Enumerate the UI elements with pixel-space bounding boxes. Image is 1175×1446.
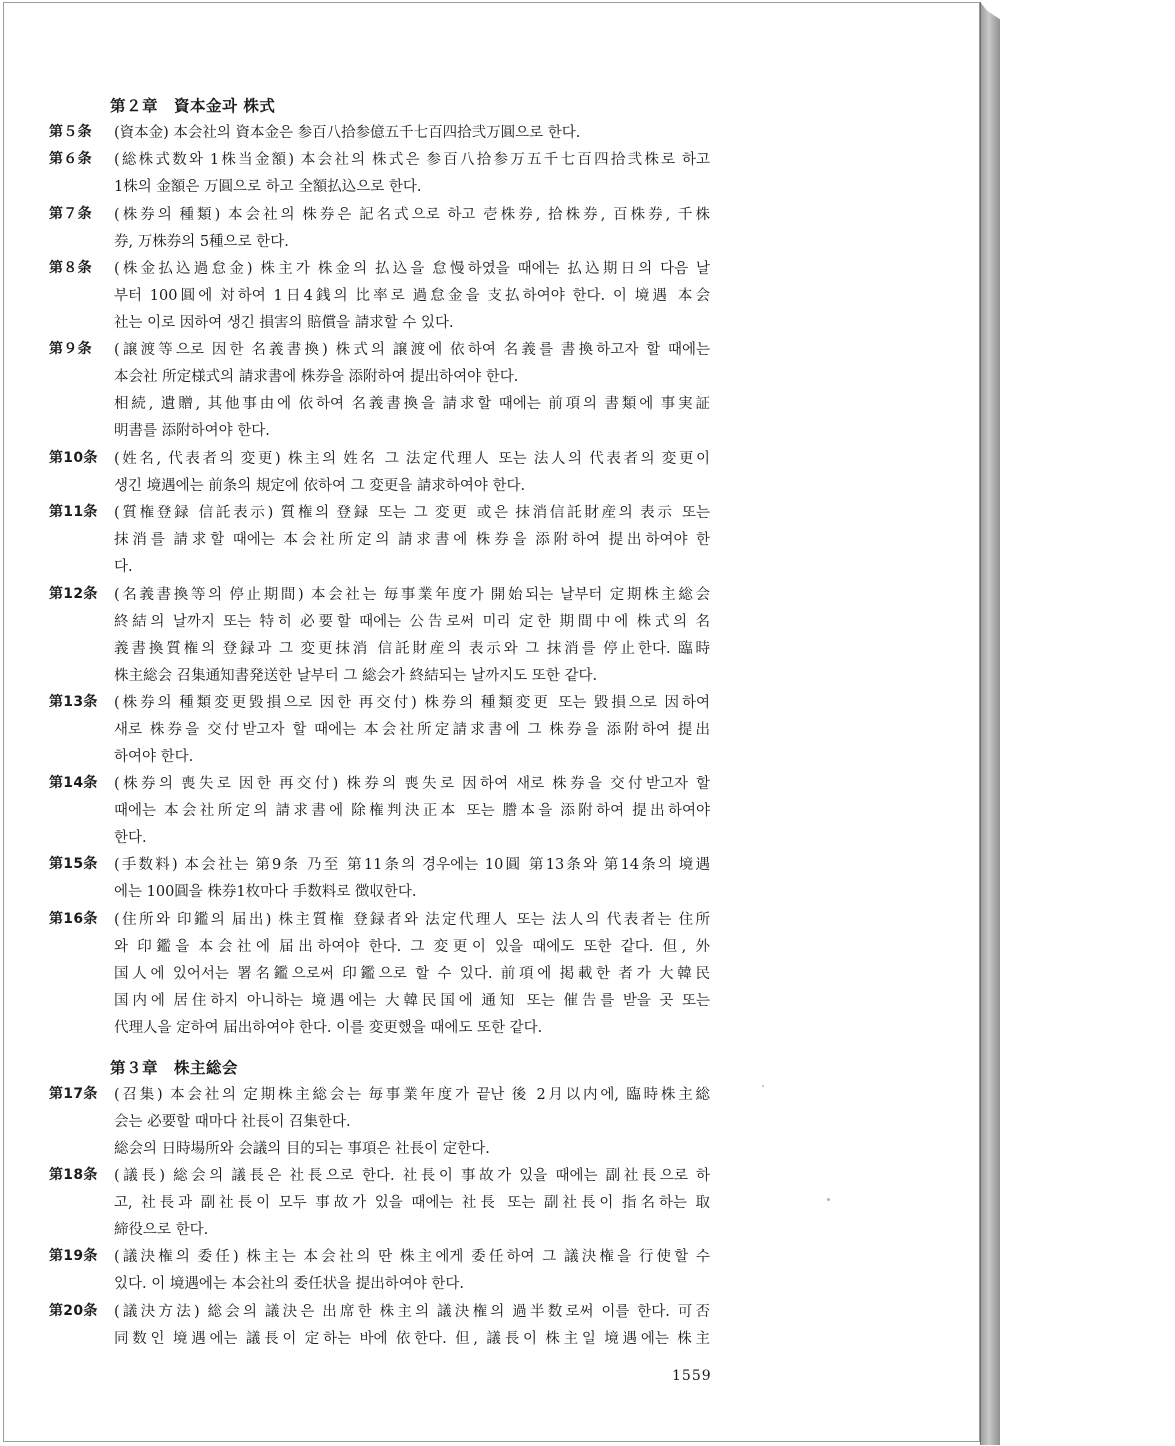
scan-speck (827, 1198, 830, 1201)
article-number: 第８条 (49, 260, 92, 276)
article-line: (株券의 喪失로 因한 再交付) 株券의 喪失로 因하여 새로 株券을 交付받고자 할 (114, 776, 710, 792)
page-content (4, 3, 981, 1443)
article-number: 第10条 (49, 450, 98, 466)
article-line: 締役으로 한다. (114, 1222, 209, 1238)
article-line: (手数料) 本会社는 第9条 乃至 第11条의 경우에는 10圓 第13条와 第14条의 境遇 (114, 857, 710, 873)
article-number: 第13条 (49, 694, 98, 710)
article-line: 때에는 本会社所定의 請求書에 除権判決正本 또는 謄本을 添附하여 提出하여야 (114, 803, 710, 819)
article-number: 第７条 (49, 206, 92, 222)
article-line: 会는 必要할 때마다 社長이 召集한다. (114, 1114, 351, 1130)
article-line: (資本金) 本会社의 資本金은 参百八拾参億五千七百四拾弐万圓으로 한다. (114, 125, 581, 141)
article-number: 第18条 (49, 1167, 98, 1183)
article-line: 고, 社長과 副社長이 모두 事故가 있을 때에는 社長 또는 副社長이 指名하는 取 (114, 1195, 710, 1211)
article-line: 国内에 居住하지 아니하는 境遇에는 大韓民国에 通知 또는 催告를 받을 곳 또는 (114, 993, 710, 1009)
chapter-heading: 第２章 資本金과 株式 (110, 96, 276, 115)
article-line: 抹消를 請求할 때에는 本会社所定의 請求書에 株券을 添附하여 提出하여야 한 (114, 532, 710, 548)
article-line: 明書를 添附하여야 한다. (114, 423, 270, 439)
article-line: 1株의 金額은 万圓으로 하고 全額払込으로 한다. (114, 179, 422, 195)
article-line: (総株式数와 1株当金額) 本会社의 株式은 参百八拾参万五千七百四拾弐株로 하고 (114, 152, 710, 168)
article-number: 第16条 (49, 911, 98, 927)
article-line: 에는 100圓을 株券1枚마다 手数料로 徴収한다. (114, 884, 417, 900)
page-edge-line (980, 2, 981, 1445)
article-line: 부터 100圓에 対하여 1日4銭의 比率로 過怠金을 支払하여야 한다. 이 境遇 本会 (114, 288, 710, 304)
scan-speck (762, 1085, 764, 1087)
article-line: 国人에 있어서는 署名鑑으로써 印鑑으로 할 수 있다. 前項에 掲載한 者가 大韓民 (114, 966, 710, 982)
article-line: 株主総会 召集通知書発送한 날부터 그 総会가 終結되는 날까지도 또한 같다. (114, 668, 598, 684)
article-line: 相続, 遺贈, 其他事由에 依하여 名義書換을 請求할 때에는 前項의 書類에 事実証 (114, 396, 710, 412)
article-line: 와 印鑑을 本会社에 届出하여야 한다. 그 変更이 있을 때에도 또한 같다. 但, 外 (114, 939, 710, 955)
document-page (3, 2, 980, 1442)
article-line: (株券의 種類) 本会社의 株券은 記名式으로 하고 壱株券, 拾株券, 百株券, 千株 (114, 207, 710, 223)
article-line: 同数인 境遇에는 議長이 定하는 바에 依한다. 但, 議長이 株主일 境遇에는 株主 (114, 1331, 710, 1347)
article-line: (議長) 総会의 議長은 社長으로 한다. 社長이 事故가 있을 때에는 副社長으로 하 (114, 1168, 710, 1184)
article-line: 社는 이로 因하여 생긴 損害의 賠償을 請求할 수 있다. (114, 315, 454, 331)
article-line: (質権登録 信託表示) 質権의 登録 또는 그 変更 或은 抹消信託財産의 表示 또는 (114, 505, 710, 521)
article-line: (住所와 印鑑의 届出) 株主質権 登録者와 法定代理人 또는 法人의 代表者는 住所 (114, 912, 710, 928)
article-line: 総会의 日時場所와 会議의 目的되는 事項은 社長이 定한다. (114, 1141, 490, 1157)
article-number: 第17条 (49, 1086, 98, 1102)
article-number: 第14条 (49, 775, 98, 791)
article-number: 第６条 (49, 151, 92, 167)
article-line: (株券의 種類変更毀損으로 因한 再交付) 株券의 種類変更 또는 毀損으로 因하여 (114, 695, 710, 711)
article-number: 第９条 (49, 341, 92, 357)
article-line: 하여야 한다. (114, 749, 194, 765)
article-line: 券, 万株券의 5種으로 한다. (114, 234, 289, 250)
page-number: 1559 (672, 1368, 712, 1384)
article-number: 第５条 (49, 124, 92, 140)
article-line: 終結의 날까지 또는 特히 必要할 때에는 公告로써 미리 定한 期間中에 株式의 名 (114, 614, 710, 630)
article-line: (議決方法) 総会의 議決은 出席한 株主의 議決権의 過半数로써 이를 한다. 可否 (114, 1304, 710, 1320)
page-edge-shadow (980, 2, 1000, 1445)
article-line: 代理人을 定하여 届出하여야 한다. 이를 変更했을 때에도 또한 같다. (114, 1020, 543, 1036)
article-line: 義書換質権의 登録과 그 変更抹消 信託財産의 表示와 그 抹消를 停止한다. 臨時 (114, 641, 710, 657)
article-number: 第15条 (49, 856, 98, 872)
article-number: 第11条 (49, 504, 98, 520)
chapter-heading: 第３章 株主総会 (110, 1058, 239, 1077)
article-line: (議決権의 委任) 株主는 本会社의 딴 株主에게 委任하여 그 議決権을 行使할 수 (114, 1249, 710, 1265)
article-line: 한다. (114, 830, 147, 846)
article-line: 다. (114, 559, 133, 575)
article-number: 第12条 (49, 586, 98, 602)
article-line: 생긴 境遇에는 前条의 規定에 依하여 그 変更을 請求하여야 한다. (114, 478, 526, 494)
article-number: 第19条 (49, 1248, 98, 1264)
article-number: 第20条 (49, 1303, 98, 1319)
article-line: 새로 株券을 交付받고자 할 때에는 本会社所定請求書에 그 株券을 添附하여 提出 (114, 722, 710, 738)
article-line: (召集) 本会社의 定期株主総会는 毎事業年度가 끝난 後 2月以内에, 臨時株主総 (114, 1087, 710, 1103)
article-line: 있다. 이 境遇에는 本会社의 委任状을 提出하여야 한다. (114, 1276, 464, 1292)
article-line: (譲渡等으로 因한 名義書換) 株式의 譲渡에 依하여 名義를 書換하고자 할 때에는 (114, 342, 710, 358)
article-line: 本会社 所定様式의 請求書에 株券을 添附하여 提出하여야 한다. (114, 369, 519, 385)
article-line: (姓名, 代表者의 変更) 株主의 姓名 그 法定代理人 또는 法人의 代表者의 変更이 (114, 451, 710, 467)
article-line: (株金払込過怠金) 株主가 株金의 払込을 怠慢하였을 때에는 払込期日의 다음 날 (114, 261, 710, 277)
article-line: (名義書換等의 停止期間) 本会社는 毎事業年度가 開始되는 날부터 定期株主総会 (114, 587, 710, 603)
